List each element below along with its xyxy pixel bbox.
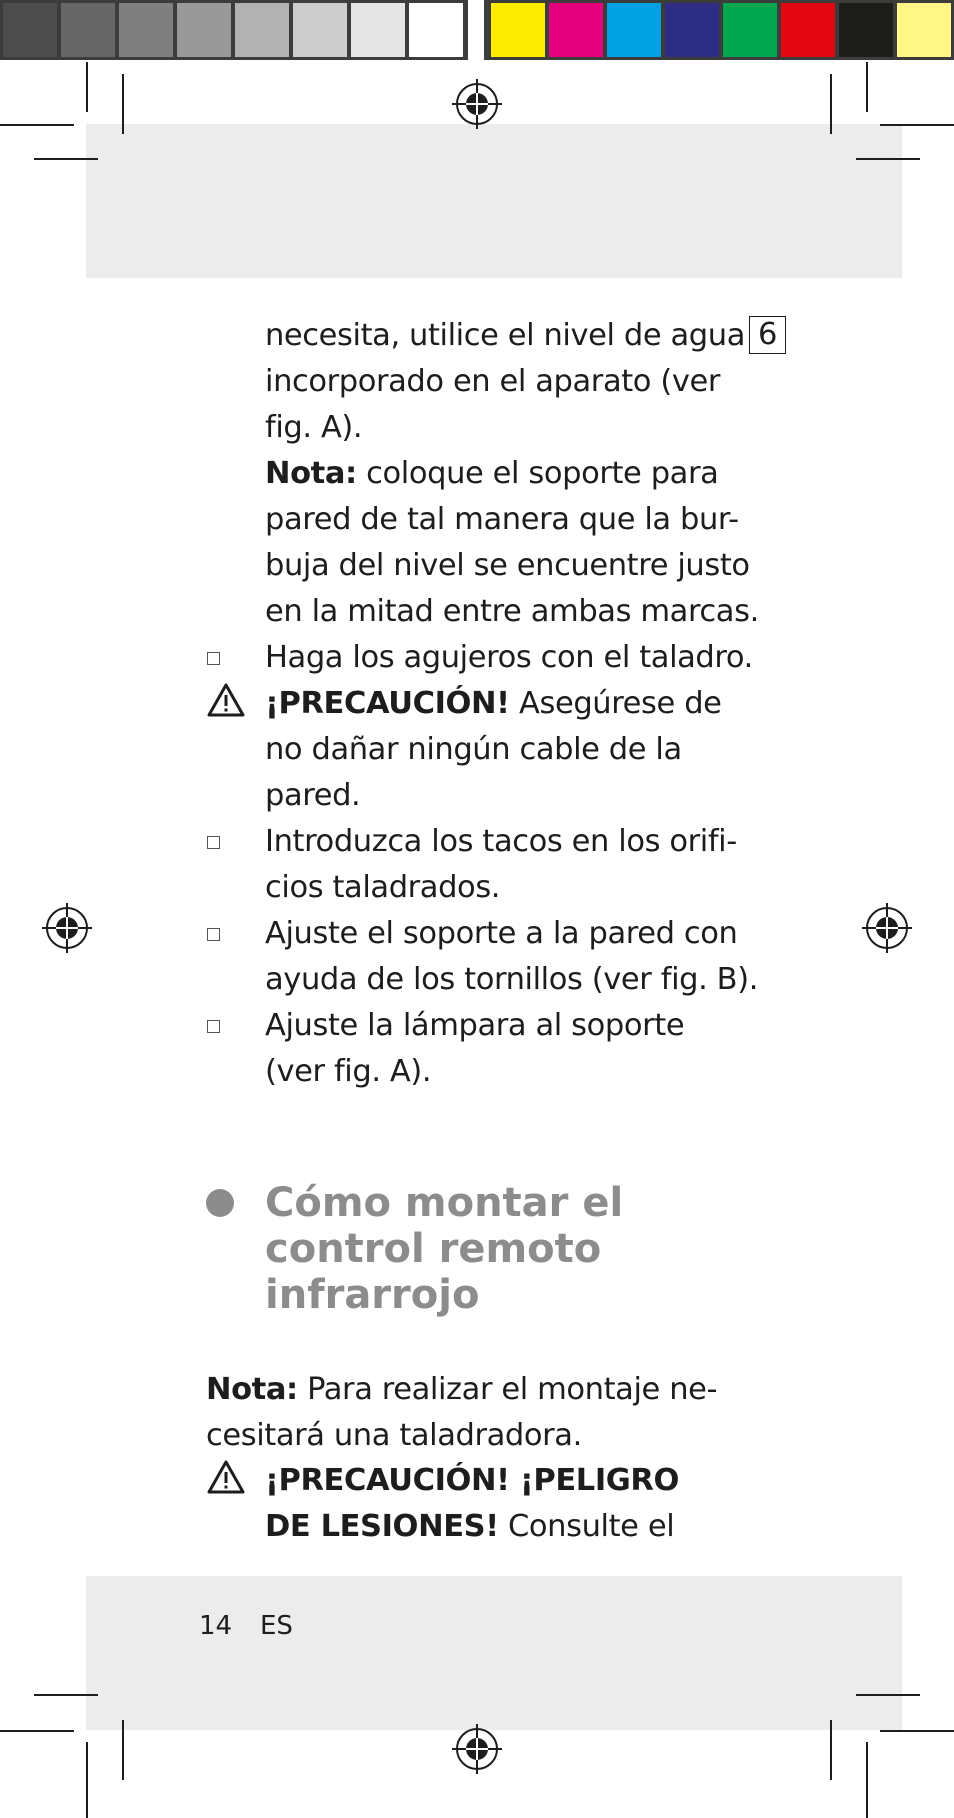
text-line: Consulte el [498,1509,675,1544]
footer-band [86,1576,902,1730]
color-swatch [549,3,603,57]
color-swatch [723,3,777,57]
text-line: en la mitad entre ambas marcas. [265,594,759,629]
color-swatch [351,3,405,57]
text-line: fig. A). [265,410,363,445]
text-line: cesitará una taladradora. [206,1418,582,1453]
color-swatch [3,3,57,57]
text-line: Asegúrese de [509,686,722,721]
text-line: Introduzca los tacos en los orifi- [265,824,737,859]
text-line: ayuda de los tornillos (ver fig. B). [265,962,759,997]
drill-note [206,1367,766,1459]
text-line: pared. [265,778,361,813]
heading-line: Cómo montar el [265,1180,624,1226]
heading-bullet-icon [206,1189,234,1217]
heading-line: control remoto [265,1226,602,1272]
caution-label: ¡PRECAUCIÓN! [265,686,510,721]
caution-label: ¡PRECAUCIÓN! ¡PELIGRO [265,1463,680,1498]
color-swatch [607,3,661,57]
color-swatch [409,3,463,57]
note-label: Nota: [265,456,357,491]
warning-triangle-icon [206,682,246,718]
text-line: coloque el soporte para [356,456,719,491]
checkbox-bullet-icon [207,652,220,665]
text-line: incorporado en el aparato (ver [265,364,721,399]
checkbox-bullet-icon [207,928,220,941]
water-level-paragraph [265,313,778,635]
text-line: (ver fig. A). [265,1054,432,1089]
heading-line: infrarrojo [265,1272,480,1318]
text-line: Haga los agujeros con el taladro. [265,640,753,675]
checkbox-bullet-icon [207,1020,220,1033]
language-code: ES [260,1611,293,1641]
registration-mark-icon [452,79,502,129]
note-label: Nota: [206,1372,298,1407]
warning-triangle-icon [206,1459,246,1495]
checkbox-bullet-icon [207,836,220,849]
color-swatch [897,3,951,57]
page-number: 14 [199,1611,233,1641]
section-heading [265,1180,765,1318]
color-swatch [61,3,115,57]
step-insert-plugs [265,819,745,911]
header-band [86,124,902,278]
text-line: Para realizar el montaje ne- [297,1372,718,1407]
color-swatch [293,3,347,57]
registration-mark-icon [452,1724,502,1774]
color-swatch [119,3,173,57]
step-mount-lamp [265,1003,745,1095]
caution-injury [265,1458,745,1550]
color-swatch [839,3,893,57]
text-line: Ajuste el soporte a la pared con [265,916,738,951]
caution-label: DE LESIONES! [265,1509,499,1544]
text-line: pared de tal manera que la bur- [265,502,739,537]
caution-cables [265,681,745,819]
step-drill-holes [265,635,753,681]
text-line: necesita, utilice el nivel de agua [265,318,745,353]
step-fix-bracket [265,911,759,1003]
color-swatch [665,3,719,57]
text-line: no dañar ningún cable de la [265,732,682,767]
color-swatch [177,3,231,57]
text-line: Ajuste la lámpara al soporte [265,1008,685,1043]
reference-number-box: 6 [749,316,786,354]
color-swatch [491,3,545,57]
color-swatch [781,3,835,57]
color-swatch [235,3,289,57]
registration-mark-icon [42,903,92,953]
text-line: buja del nivel se encuentre justo [265,548,750,583]
registration-mark-icon [862,903,912,953]
text-line: cios taladrados. [265,870,501,905]
